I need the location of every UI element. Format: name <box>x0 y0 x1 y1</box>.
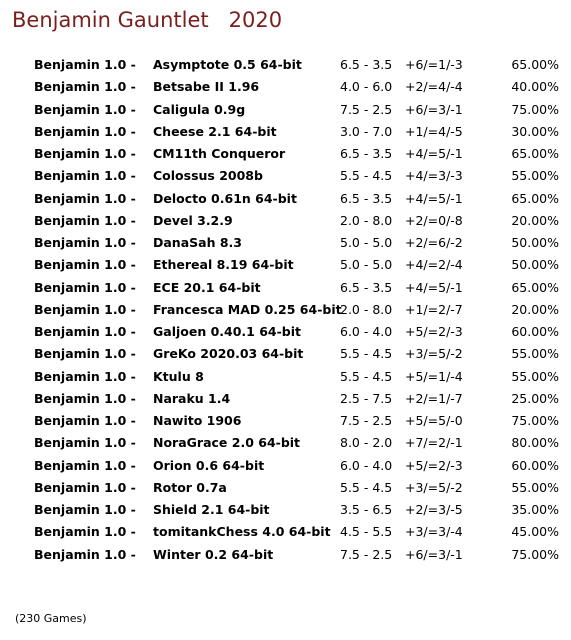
score-percentage: 30.00% <box>511 123 559 139</box>
match-score: 3.0 - 7.0 <box>340 123 393 139</box>
table-row <box>0 544 571 566</box>
table-row <box>0 121 571 143</box>
opponent-name: Winter 0.2 64-bit <box>153 546 274 562</box>
opponent-name: Nawito 1906 <box>153 413 242 428</box>
opponent-name: Naraku 1.4 <box>153 390 231 406</box>
match-score: 6.5 - 3.5 <box>340 279 393 295</box>
table-row <box>0 343 571 365</box>
score-percentage: 25.00% <box>511 390 559 406</box>
games-count: (230 Games) <box>15 612 87 625</box>
match-score: 4.5 - 5.5 <box>340 524 393 540</box>
engine-name: Benjamin 1.0 - <box>34 79 136 95</box>
score-percentage: 75.00% <box>511 413 559 428</box>
win-draw-loss: +5/=1/-4 <box>405 368 463 384</box>
score-percentage: 35.00% <box>511 502 559 517</box>
table-row <box>0 277 571 299</box>
win-draw-loss: +4/=5/-1 <box>405 279 463 295</box>
win-draw-loss: +2/=6/-2 <box>405 235 463 250</box>
score-percentage: 65.00% <box>511 146 559 161</box>
table-row <box>0 165 571 187</box>
opponent-name: Colossus 2008b <box>153 168 263 184</box>
opponent-name: Cheese 2.1 64-bit <box>153 123 277 139</box>
table-row <box>0 366 571 388</box>
opponent-name: Delocto 0.61n 64-bit <box>153 190 297 206</box>
match-score: 6.5 - 3.5 <box>340 190 393 206</box>
score-percentage: 45.00% <box>511 524 559 540</box>
score-percentage: 55.00% <box>511 368 559 384</box>
opponent-name: Shield 2.1 64-bit <box>153 502 270 517</box>
engine-name: Benjamin 1.0 - <box>34 413 136 428</box>
match-score: 3.5 - 6.5 <box>340 502 393 517</box>
win-draw-loss: +4/=5/-1 <box>405 146 463 161</box>
engine-name: Benjamin 1.0 - <box>34 235 136 250</box>
match-score: 7.5 - 2.5 <box>340 101 393 117</box>
engine-name: Benjamin 1.0 - <box>34 301 136 317</box>
engine-name: Benjamin 1.0 - <box>34 279 136 295</box>
engine-name: Benjamin 1.0 - <box>34 257 136 273</box>
match-score: 6.0 - 4.0 <box>340 324 393 339</box>
opponent-name: CM11th Conqueror <box>153 146 286 161</box>
win-draw-loss: +3/=5/-2 <box>405 479 463 495</box>
engine-name: Benjamin 1.0 - <box>34 435 136 451</box>
opponent-name: NoraGrace 2.0 64-bit <box>153 435 301 451</box>
engine-name: Benjamin 1.0 - <box>34 390 136 406</box>
engine-name: Benjamin 1.0 - <box>34 101 136 117</box>
table-row <box>0 254 571 276</box>
engine-name: Benjamin 1.0 - <box>34 479 136 495</box>
engine-name: Benjamin 1.0 - <box>34 457 136 473</box>
table-row <box>0 210 571 232</box>
table-row <box>0 143 571 165</box>
score-percentage: 20.00% <box>511 301 559 317</box>
score-percentage: 75.00% <box>511 546 559 562</box>
match-score: 7.5 - 2.5 <box>340 413 393 428</box>
table-row <box>0 388 571 410</box>
table-row <box>0 76 571 98</box>
win-draw-loss: +2/=1/-7 <box>405 390 463 406</box>
win-draw-loss: +5/=2/-3 <box>405 457 463 473</box>
score-percentage: 75.00% <box>511 101 559 117</box>
match-score: 8.0 - 2.0 <box>340 435 393 451</box>
match-score: 2.5 - 7.5 <box>340 390 393 406</box>
opponent-name: Devel 3.2.9 <box>153 212 233 228</box>
score-percentage: 55.00% <box>511 168 559 184</box>
table-row <box>0 499 571 521</box>
score-percentage: 80.00% <box>511 435 559 451</box>
engine-name: Benjamin 1.0 - <box>34 212 136 228</box>
win-draw-loss: +7/=2/-1 <box>405 435 463 451</box>
match-score: 6.5 - 3.5 <box>340 57 393 72</box>
score-percentage: 50.00% <box>511 257 559 273</box>
opponent-name: Betsabe II 1.96 <box>153 79 260 95</box>
engine-name: Benjamin 1.0 - <box>34 368 136 384</box>
score-percentage: 60.00% <box>511 324 559 339</box>
win-draw-loss: +5/=5/-0 <box>405 413 463 428</box>
opponent-name: Ktulu 8 <box>153 368 204 384</box>
match-score: 6.5 - 3.5 <box>340 146 393 161</box>
win-draw-loss: +1/=2/-7 <box>405 301 463 317</box>
engine-name: Benjamin 1.0 - <box>34 57 136 72</box>
opponent-name: Galjoen 0.40.1 64-bit <box>153 324 302 339</box>
win-draw-loss: +2/=0/-8 <box>405 212 463 228</box>
opponent-name: Ethereal 8.19 64-bit <box>153 257 294 273</box>
opponent-name: DanaSah 8.3 <box>153 235 242 250</box>
table-row <box>0 521 571 543</box>
win-draw-loss: +4/=5/-1 <box>405 190 463 206</box>
table-row <box>0 477 571 499</box>
win-draw-loss: +3/=3/-4 <box>405 524 463 540</box>
score-percentage: 55.00% <box>511 479 559 495</box>
table-row <box>0 410 571 432</box>
table-row <box>0 54 571 76</box>
score-percentage: 50.00% <box>511 235 559 250</box>
results-table <box>0 54 571 566</box>
table-row <box>0 321 571 343</box>
opponent-name: Rotor 0.7a <box>153 479 227 495</box>
opponent-name: Orion 0.6 64-bit <box>153 457 265 473</box>
win-draw-loss: +1/=4/-5 <box>405 123 463 139</box>
engine-name: Benjamin 1.0 - <box>34 546 136 562</box>
page-title: Benjamin Gauntlet 2020 <box>12 8 283 32</box>
engine-name: Benjamin 1.0 - <box>34 324 136 339</box>
score-percentage: 40.00% <box>511 79 559 95</box>
engine-name: Benjamin 1.0 - <box>34 123 136 139</box>
win-draw-loss: +2/=3/-5 <box>405 502 463 517</box>
match-score: 6.0 - 4.0 <box>340 457 393 473</box>
opponent-name: Francesca MAD 0.25 64-bit <box>153 301 342 317</box>
opponent-name: Asymptote 0.5 64-bit <box>153 57 302 72</box>
engine-name: Benjamin 1.0 - <box>34 168 136 184</box>
score-percentage: 20.00% <box>511 212 559 228</box>
win-draw-loss: +4/=3/-3 <box>405 168 463 184</box>
match-score: 4.0 - 6.0 <box>340 79 393 95</box>
engine-name: Benjamin 1.0 - <box>34 190 136 206</box>
match-score: 5.5 - 4.5 <box>340 346 393 362</box>
win-draw-loss: +4/=2/-4 <box>405 257 463 273</box>
match-score: 5.0 - 5.0 <box>340 235 393 250</box>
table-row <box>0 188 571 210</box>
win-draw-loss: +3/=5/-2 <box>405 346 463 362</box>
score-percentage: 65.00% <box>511 190 559 206</box>
match-score: 5.5 - 4.5 <box>340 168 393 184</box>
opponent-name: GreKo 2020.03 64-bit <box>153 346 304 362</box>
win-draw-loss: +6/=1/-3 <box>405 57 463 72</box>
opponent-name: Caligula 0.9g <box>153 101 246 117</box>
score-percentage: 55.00% <box>511 346 559 362</box>
match-score: 5.5 - 4.5 <box>340 368 393 384</box>
table-row <box>0 432 571 454</box>
opponent-name: tomitankChess 4.0 64-bit <box>153 524 331 540</box>
match-score: 5.5 - 4.5 <box>340 479 393 495</box>
engine-name: Benjamin 1.0 - <box>34 524 136 540</box>
score-percentage: 65.00% <box>511 279 559 295</box>
opponent-name: ECE 20.1 64-bit <box>153 279 261 295</box>
win-draw-loss: +2/=4/-4 <box>405 79 463 95</box>
table-row <box>0 232 571 254</box>
table-row <box>0 455 571 477</box>
match-score: 7.5 - 2.5 <box>340 546 393 562</box>
engine-name: Benjamin 1.0 - <box>34 502 136 517</box>
match-score: 5.0 - 5.0 <box>340 257 393 273</box>
score-percentage: 65.00% <box>511 57 559 72</box>
match-score: 2.0 - 8.0 <box>340 301 393 317</box>
score-percentage: 60.00% <box>511 457 559 473</box>
table-row <box>0 299 571 321</box>
engine-name: Benjamin 1.0 - <box>34 146 136 161</box>
win-draw-loss: +6/=3/-1 <box>405 546 463 562</box>
match-score: 2.0 - 8.0 <box>340 212 393 228</box>
win-draw-loss: +6/=3/-1 <box>405 101 463 117</box>
win-draw-loss: +5/=2/-3 <box>405 324 463 339</box>
engine-name: Benjamin 1.0 - <box>34 346 136 362</box>
table-row <box>0 99 571 121</box>
